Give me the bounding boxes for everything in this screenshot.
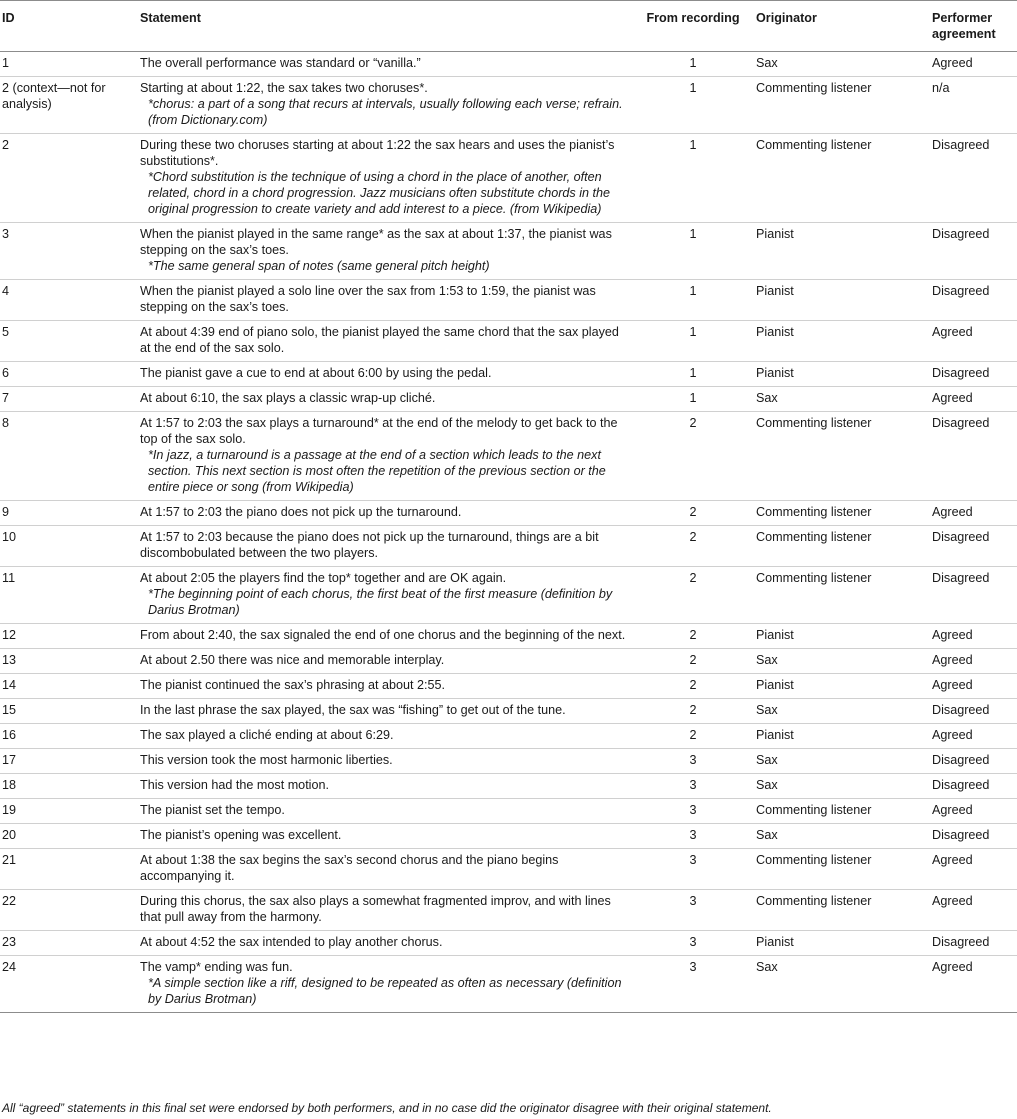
cell-statement (140, 387, 630, 412)
table-row (0, 624, 1017, 649)
cell-id: 8 (2, 416, 10, 430)
cell-from-recording: 2 (689, 571, 697, 585)
statement-text: At 1:57 to 2:03 the sax plays a turnaround* at the end of the melody to get back to the top of the sax solo. (140, 416, 618, 446)
table-row (0, 724, 1017, 749)
statement-note: *The beginning point of each chorus, the first beat of the first measure (definition by Darius Brotman) (148, 587, 613, 617)
cell-id: 3 (2, 227, 10, 241)
cell-from-recording: 3 (689, 828, 697, 842)
cell-originator: Pianist (756, 628, 794, 642)
cell-id: 21 (2, 853, 17, 867)
statement-text: When the pianist played in the same range* as the sax at about 1:37, the pianist was stepping on the sax’s toes. (140, 227, 612, 257)
statement-text: The pianist gave a cue to end at about 6:00 by using the pedal. (140, 366, 492, 380)
statement-text: The pianist set the tempo. (140, 803, 285, 817)
cell-id: 18 (2, 778, 17, 792)
table-row (0, 362, 1017, 387)
cell-from-recording: 2 (689, 505, 697, 519)
cell-from-recording: 2 (689, 703, 697, 717)
cell-performer-agreement: Agreed (932, 56, 973, 70)
header-id: ID (2, 11, 15, 25)
table-row (0, 223, 1017, 280)
cell-performer-agreement: n/a (932, 81, 950, 95)
cell-statement (140, 280, 630, 321)
table-row (0, 134, 1017, 223)
cell-performer-agreement: Agreed (932, 325, 973, 339)
cell-originator: Pianist (756, 227, 794, 241)
cell-id: 16 (2, 728, 17, 742)
table-body (0, 52, 1017, 1013)
cell-performer-agreement: Agreed (932, 803, 973, 817)
cell-performer-agreement: Agreed (932, 505, 973, 519)
cell-originator: Pianist (756, 728, 794, 742)
statement-text: During this chorus, the sax also plays a somewhat fragmented improv, and with lines that pull away from the harmony. (140, 894, 611, 924)
cell-originator: Sax (756, 391, 778, 405)
cell-originator: Sax (756, 703, 778, 717)
cell-id: 24 (2, 960, 17, 974)
table-row (0, 931, 1017, 956)
cell-originator: Commenting listener (756, 505, 872, 519)
cell-statement (140, 321, 630, 362)
cell-id: 5 (2, 325, 10, 339)
cell-performer-agreement: Disagreed (932, 778, 990, 792)
cell-statement (140, 699, 630, 724)
table-header-row (0, 1, 1017, 52)
cell-id: 11 (2, 571, 16, 585)
cell-performer-agreement: Agreed (932, 628, 973, 642)
cell-from-recording: 2 (689, 628, 697, 642)
cell-originator: Sax (756, 653, 778, 667)
cell-from-recording: 2 (689, 653, 697, 667)
statement-text: From about 2:40, the sax signaled the end of one chorus and the beginning of the next. (140, 628, 626, 642)
table-row (0, 77, 1017, 134)
table-row (0, 321, 1017, 362)
cell-id: 4 (2, 284, 10, 298)
statement-text: At about 1:38 the sax begins the sax’s second chorus and the piano begins accompanying it. (140, 853, 559, 883)
cell-id: 14 (2, 678, 17, 692)
statement-note: *In jazz, a turnaround is a passage at the end of a section which leads to the next section. This next section is most often the repetition of the previous section or the entire piece or song (from Wikipedia) (148, 448, 606, 494)
statement-text: At 1:57 to 2:03 because the piano does not pick up the turnaround, things are a bit discombobulated between the two players. (140, 530, 599, 560)
cell-originator: Pianist (756, 366, 794, 380)
cell-statement (140, 134, 630, 223)
cell-performer-agreement: Agreed (932, 960, 973, 974)
statement-text: This version had the most motion. (140, 778, 329, 792)
header-statement: Statement (140, 11, 201, 25)
header-originator: Originator (756, 11, 817, 25)
cell-from-recording: 1 (689, 227, 697, 241)
cell-originator: Pianist (756, 935, 794, 949)
cell-id: 7 (2, 391, 10, 405)
cell-performer-agreement: Disagreed (932, 227, 990, 241)
cell-performer-agreement: Disagreed (932, 571, 990, 585)
cell-from-recording: 3 (689, 853, 697, 867)
cell-id: 22 (2, 894, 17, 908)
cell-performer-agreement: Disagreed (932, 530, 990, 544)
cell-statement (140, 77, 630, 134)
cell-performer-agreement: Disagreed (932, 284, 990, 298)
cell-originator: Commenting listener (756, 571, 872, 585)
cell-statement (140, 674, 630, 699)
cell-from-recording: 2 (689, 416, 697, 430)
table-row (0, 526, 1017, 567)
statement-text: At about 2.50 there was nice and memorable interplay. (140, 653, 445, 667)
cell-originator: Commenting listener (756, 530, 872, 544)
cell-originator: Sax (756, 753, 778, 767)
cell-originator: Sax (756, 56, 778, 70)
cell-originator: Commenting listener (756, 853, 872, 867)
cell-statement (140, 567, 630, 624)
cell-originator: Sax (756, 778, 778, 792)
cell-statement (140, 890, 630, 931)
cell-statement (140, 849, 630, 890)
cell-originator: Sax (756, 828, 778, 842)
cell-performer-agreement: Disagreed (932, 753, 990, 767)
cell-originator: Commenting listener (756, 416, 872, 430)
cell-statement (140, 774, 630, 799)
table-row (0, 824, 1017, 849)
cell-performer-agreement: Disagreed (932, 366, 990, 380)
cell-performer-agreement: Agreed (932, 894, 973, 908)
statement-text: The sax played a cliché ending at about 6:29. (140, 728, 394, 742)
cell-performer-agreement: Agreed (932, 391, 973, 405)
cell-from-recording: 1 (689, 366, 697, 380)
cell-id: 2 (2, 138, 10, 152)
cell-statement (140, 956, 630, 1013)
cell-from-recording: 3 (689, 894, 697, 908)
table-row (0, 956, 1017, 1013)
cell-originator: Commenting listener (756, 138, 872, 152)
cell-statement (140, 223, 630, 280)
cell-from-recording: 1 (689, 56, 697, 70)
cell-statement (140, 52, 630, 77)
table-footnote: All “agreed” statements in this final set were endorsed by both performers, and in no case did the originator disagree with their original statement. (2, 1101, 772, 1115)
cell-from-recording: 2 (689, 530, 697, 544)
cell-from-recording: 3 (689, 778, 697, 792)
statement-text: The overall performance was standard or “vanilla.” (140, 56, 421, 70)
cell-originator: Commenting listener (756, 81, 872, 95)
cell-statement (140, 412, 630, 501)
statement-text: During these two choruses starting at about 1:22 the sax hears and uses the pianist’s substitutions*. (140, 138, 615, 168)
cell-performer-agreement: Agreed (932, 678, 973, 692)
table-row (0, 412, 1017, 501)
cell-performer-agreement: Disagreed (932, 935, 990, 949)
cell-from-recording: 3 (689, 753, 697, 767)
statement-text: Starting at about 1:22, the sax takes two choruses*. (140, 81, 428, 95)
cell-statement (140, 649, 630, 674)
cell-id: 19 (2, 803, 17, 817)
statement-note: *A simple section like a riff, designed to be repeated as often as necessary (definition by Darius Brotman) (148, 976, 622, 1006)
statement-text: At 1:57 to 2:03 the piano does not pick up the turnaround. (140, 505, 462, 519)
cell-performer-agreement: Disagreed (932, 703, 990, 717)
cell-from-recording: 1 (689, 284, 697, 298)
statement-text: The pianist’s opening was excellent. (140, 828, 342, 842)
cell-statement (140, 824, 630, 849)
statement-text: At about 2:05 the players find the top* together and are OK again. (140, 571, 507, 585)
statement-text: The pianist continued the sax’s phrasing at about 2:55. (140, 678, 446, 692)
table-row (0, 749, 1017, 774)
header-performer-agreement: Performer agreement (932, 11, 996, 41)
cell-statement (140, 526, 630, 567)
table-row (0, 567, 1017, 624)
cell-from-recording: 1 (689, 391, 697, 405)
cell-id: 13 (2, 653, 17, 667)
header-from-recording: From recording (646, 11, 740, 25)
cell-id: 9 (2, 505, 10, 519)
statement-text: In the last phrase the sax played, the sax was “fishing” to get out of the tune. (140, 703, 566, 717)
cell-statement (140, 724, 630, 749)
cell-from-recording: 2 (689, 728, 697, 742)
table-row (0, 501, 1017, 526)
cell-statement (140, 749, 630, 774)
cell-id: 6 (2, 366, 10, 380)
table-row (0, 890, 1017, 931)
cell-id: 23 (2, 935, 17, 949)
cell-statement (140, 501, 630, 526)
cell-id: 12 (2, 628, 17, 642)
cell-performer-agreement: Disagreed (932, 828, 990, 842)
cell-from-recording: 3 (689, 960, 697, 974)
cell-from-recording: 1 (689, 138, 697, 152)
statement-note: *The same general span of notes (same general pitch height) (148, 259, 490, 273)
cell-originator: Pianist (756, 284, 794, 298)
statement-note: *Chord substitution is the technique of using a chord in the place of another, often related, chord in a chord progression. Jazz musicians often substitute chords in the original progression to create variety and add interest to a piece. (from Wikipedia) (148, 170, 611, 216)
cell-id: 15 (2, 703, 17, 717)
cell-from-recording: 3 (689, 803, 697, 817)
cell-id: 17 (2, 753, 17, 767)
cell-statement (140, 624, 630, 649)
table-row (0, 799, 1017, 824)
cell-performer-agreement: Disagreed (932, 138, 990, 152)
cell-statement (140, 799, 630, 824)
cell-performer-agreement: Agreed (932, 653, 973, 667)
statement-text: At about 4:52 the sax intended to play another chorus. (140, 935, 443, 949)
cell-performer-agreement: Disagreed (932, 416, 990, 430)
table-row (0, 280, 1017, 321)
cell-statement (140, 931, 630, 956)
cell-id: 10 (2, 530, 17, 544)
statement-text: When the pianist played a solo line over the sax from 1:53 to 1:59, the pianist was stepping on the sax’s toes. (140, 284, 596, 314)
cell-originator: Sax (756, 960, 778, 974)
table-row (0, 699, 1017, 724)
table-row (0, 387, 1017, 412)
cell-id: 1 (2, 56, 10, 70)
cell-originator: Pianist (756, 325, 794, 339)
cell-performer-agreement: Agreed (932, 853, 973, 867)
statement-text: This version took the most harmonic liberties. (140, 753, 393, 767)
cell-performer-agreement: Agreed (932, 728, 973, 742)
table-row (0, 774, 1017, 799)
cell-originator: Commenting listener (756, 894, 872, 908)
table-row (0, 674, 1017, 699)
cell-from-recording: 2 (689, 678, 697, 692)
cell-id: 20 (2, 828, 17, 842)
cell-from-recording: 1 (689, 81, 697, 95)
cell-originator: Pianist (756, 678, 794, 692)
table-row (0, 649, 1017, 674)
cell-from-recording: 1 (689, 325, 697, 339)
statement-text: At about 6:10, the sax plays a classic wrap-up cliché. (140, 391, 436, 405)
statement-text: The vamp* ending was fun. (140, 960, 293, 974)
table-row (0, 849, 1017, 890)
cell-originator: Commenting listener (756, 803, 872, 817)
cell-id: 2 (context—not for analysis) (2, 81, 106, 111)
cell-from-recording: 3 (689, 935, 697, 949)
table-row (0, 52, 1017, 77)
cell-statement (140, 362, 630, 387)
statement-text: At about 4:39 end of piano solo, the pianist played the same chord that the sax played at the end of the sax solo. (140, 325, 619, 355)
statement-note: *chorus: a part of a song that recurs at intervals, usually following each verse; refrain. (from Dictionary.com) (148, 97, 623, 127)
